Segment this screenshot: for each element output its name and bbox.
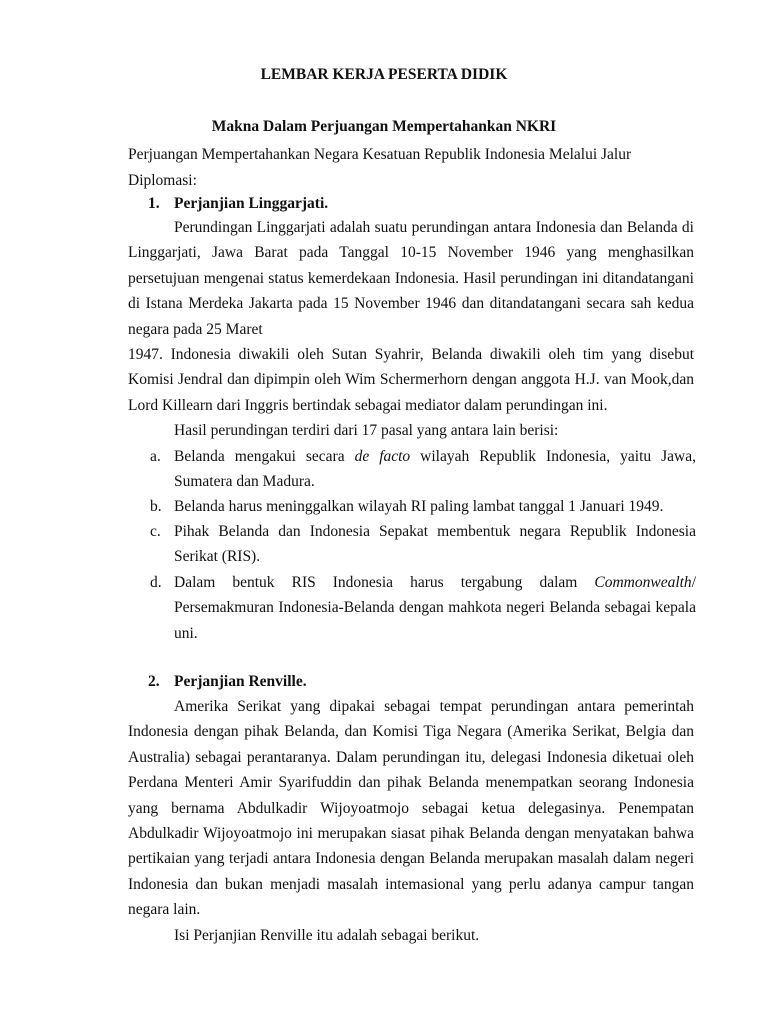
section-2-paragraph-2 (128, 923, 694, 948)
document-subtitle: Makna Dalam Perjuangan Mempertahankan NKRI (211, 118, 557, 135)
page-title: LEMBAR KERJA PESERTA DIDIK (260, 66, 508, 83)
section-1-paragraph-1-text: Perundingan Linggarjati adalah suatu perundingan antara Indonesia dan Belanda di Linggarjati, Jawa Barat pada Tanggal 10-15 November 1946 yang menghasilkan persetujuan mengenai status kemerdekaan Indonesia. Hasil perundingan ini ditandatangani di Istana Merdeka Jakarta pada 15 November 1946 dan ditandatangani secara sah kedua negara pada 25 Maret (128, 219, 694, 338)
section-1-heading (148, 193, 328, 215)
list-item-text-line-2: Sumatera dan Madura. (174, 473, 315, 491)
section-1-paragraph-2-line-1: 1947. Indonesia diwakili oleh Sutan Syahrir, Belanda diwakili oleh tim yang disebut (128, 346, 694, 363)
list-item (150, 494, 696, 519)
list-item (150, 519, 696, 570)
intro-line-1: Perjuangan Mempertahankan Negara Kesatuan Republik Indonesia Melalui Jalur (128, 146, 632, 163)
section-2-paragraph-2-text: Isi Perjanjian Renville itu adalah sebagai berikut. (174, 927, 480, 944)
list-item-text: Pihak Belanda dan Indonesia Sepakat membentuk negara Republik Indonesia Serikat (RIS). (174, 523, 696, 566)
intro-line-2: Diplomasi: (128, 171, 197, 189)
list-item-text: Belanda harus meninggalkan wilayah RI paling lambat tanggal 1 Januari 1949. (174, 498, 664, 515)
section-2-paragraph-1-text: Amerika Serikat yang dipakai sebagai tempat perundingan antara pemerintah Indonesia dengan pihak Belanda, dan Komisi Tiga Negara (Amerika Serikat, Belgia dan Australia) sebagai perantaranya. Dalam perundingan itu, delegasi Indonesia diketuai oleh Perdana Menteri Amir Syarifuddin dan pihak Belanda menempatkan seorang Indonesia yang bernama Abdulkadir Wijoyoatmojo sebagai ketua delegasinya. Penempatan Abdulkadir Wijoyoatmojo ini merupakan siasat pihak Belanda dengan menyatakan bahwa pertikaian yang terjadi antara Indonesia dengan Belanda merupakan masalah dalam negeri Indonesia dan bukan menjadi masalah intemasional yang perlu adanya campur tangan negara lain. (128, 698, 694, 919)
section-1-paragraph-2-line-3: Lord Killearn dari Inggris bertindak sebagai mediator dalam perundingan ini. (128, 397, 608, 414)
list-item-letter: c. (150, 523, 161, 540)
list-item-letter: d. (150, 574, 162, 591)
list-item (150, 444, 696, 495)
term-de-facto: de facto (354, 448, 411, 465)
term-commonwealth: Commonwealth (594, 574, 692, 591)
intro-text (128, 142, 698, 193)
section-1-list-intro (128, 418, 694, 443)
section-1-paragraph-1 (128, 215, 694, 342)
section-1-title: Perjanjian Linggarjati. (174, 195, 329, 212)
section-2-heading (148, 671, 307, 693)
section-2-number: 2. (148, 673, 160, 690)
section-2-paragraph-1 (128, 694, 694, 923)
list-item-letter: b. (150, 498, 162, 515)
section-1-number: 1. (148, 195, 160, 212)
list-item (150, 570, 696, 646)
section-1-list-intro-text: Hasil perundingan terdiri dari 17 pasal yang antara lain berisi: (174, 422, 559, 439)
list-item-text: Dalam bentuk RIS Indonesia harus tergabung dalam Commonwealth/ Persemakmuran Indonesia-Belanda dengan mahkota negeri Belanda sebagai kepala uni. (174, 574, 696, 642)
section-2-title: Perjanjian Renville. (174, 673, 307, 690)
list-item-text: Belanda mengakui secara de facto wilayah Republik Indonesia, yaitu Jawa, (174, 448, 696, 465)
section-1-paragraph-2-line-2: Komisi Jendral dan dipimpin oleh Wim Schermerhorn dengan anggota H.J. van Mook,dan (128, 371, 694, 388)
list-item-letter: a. (150, 448, 161, 465)
